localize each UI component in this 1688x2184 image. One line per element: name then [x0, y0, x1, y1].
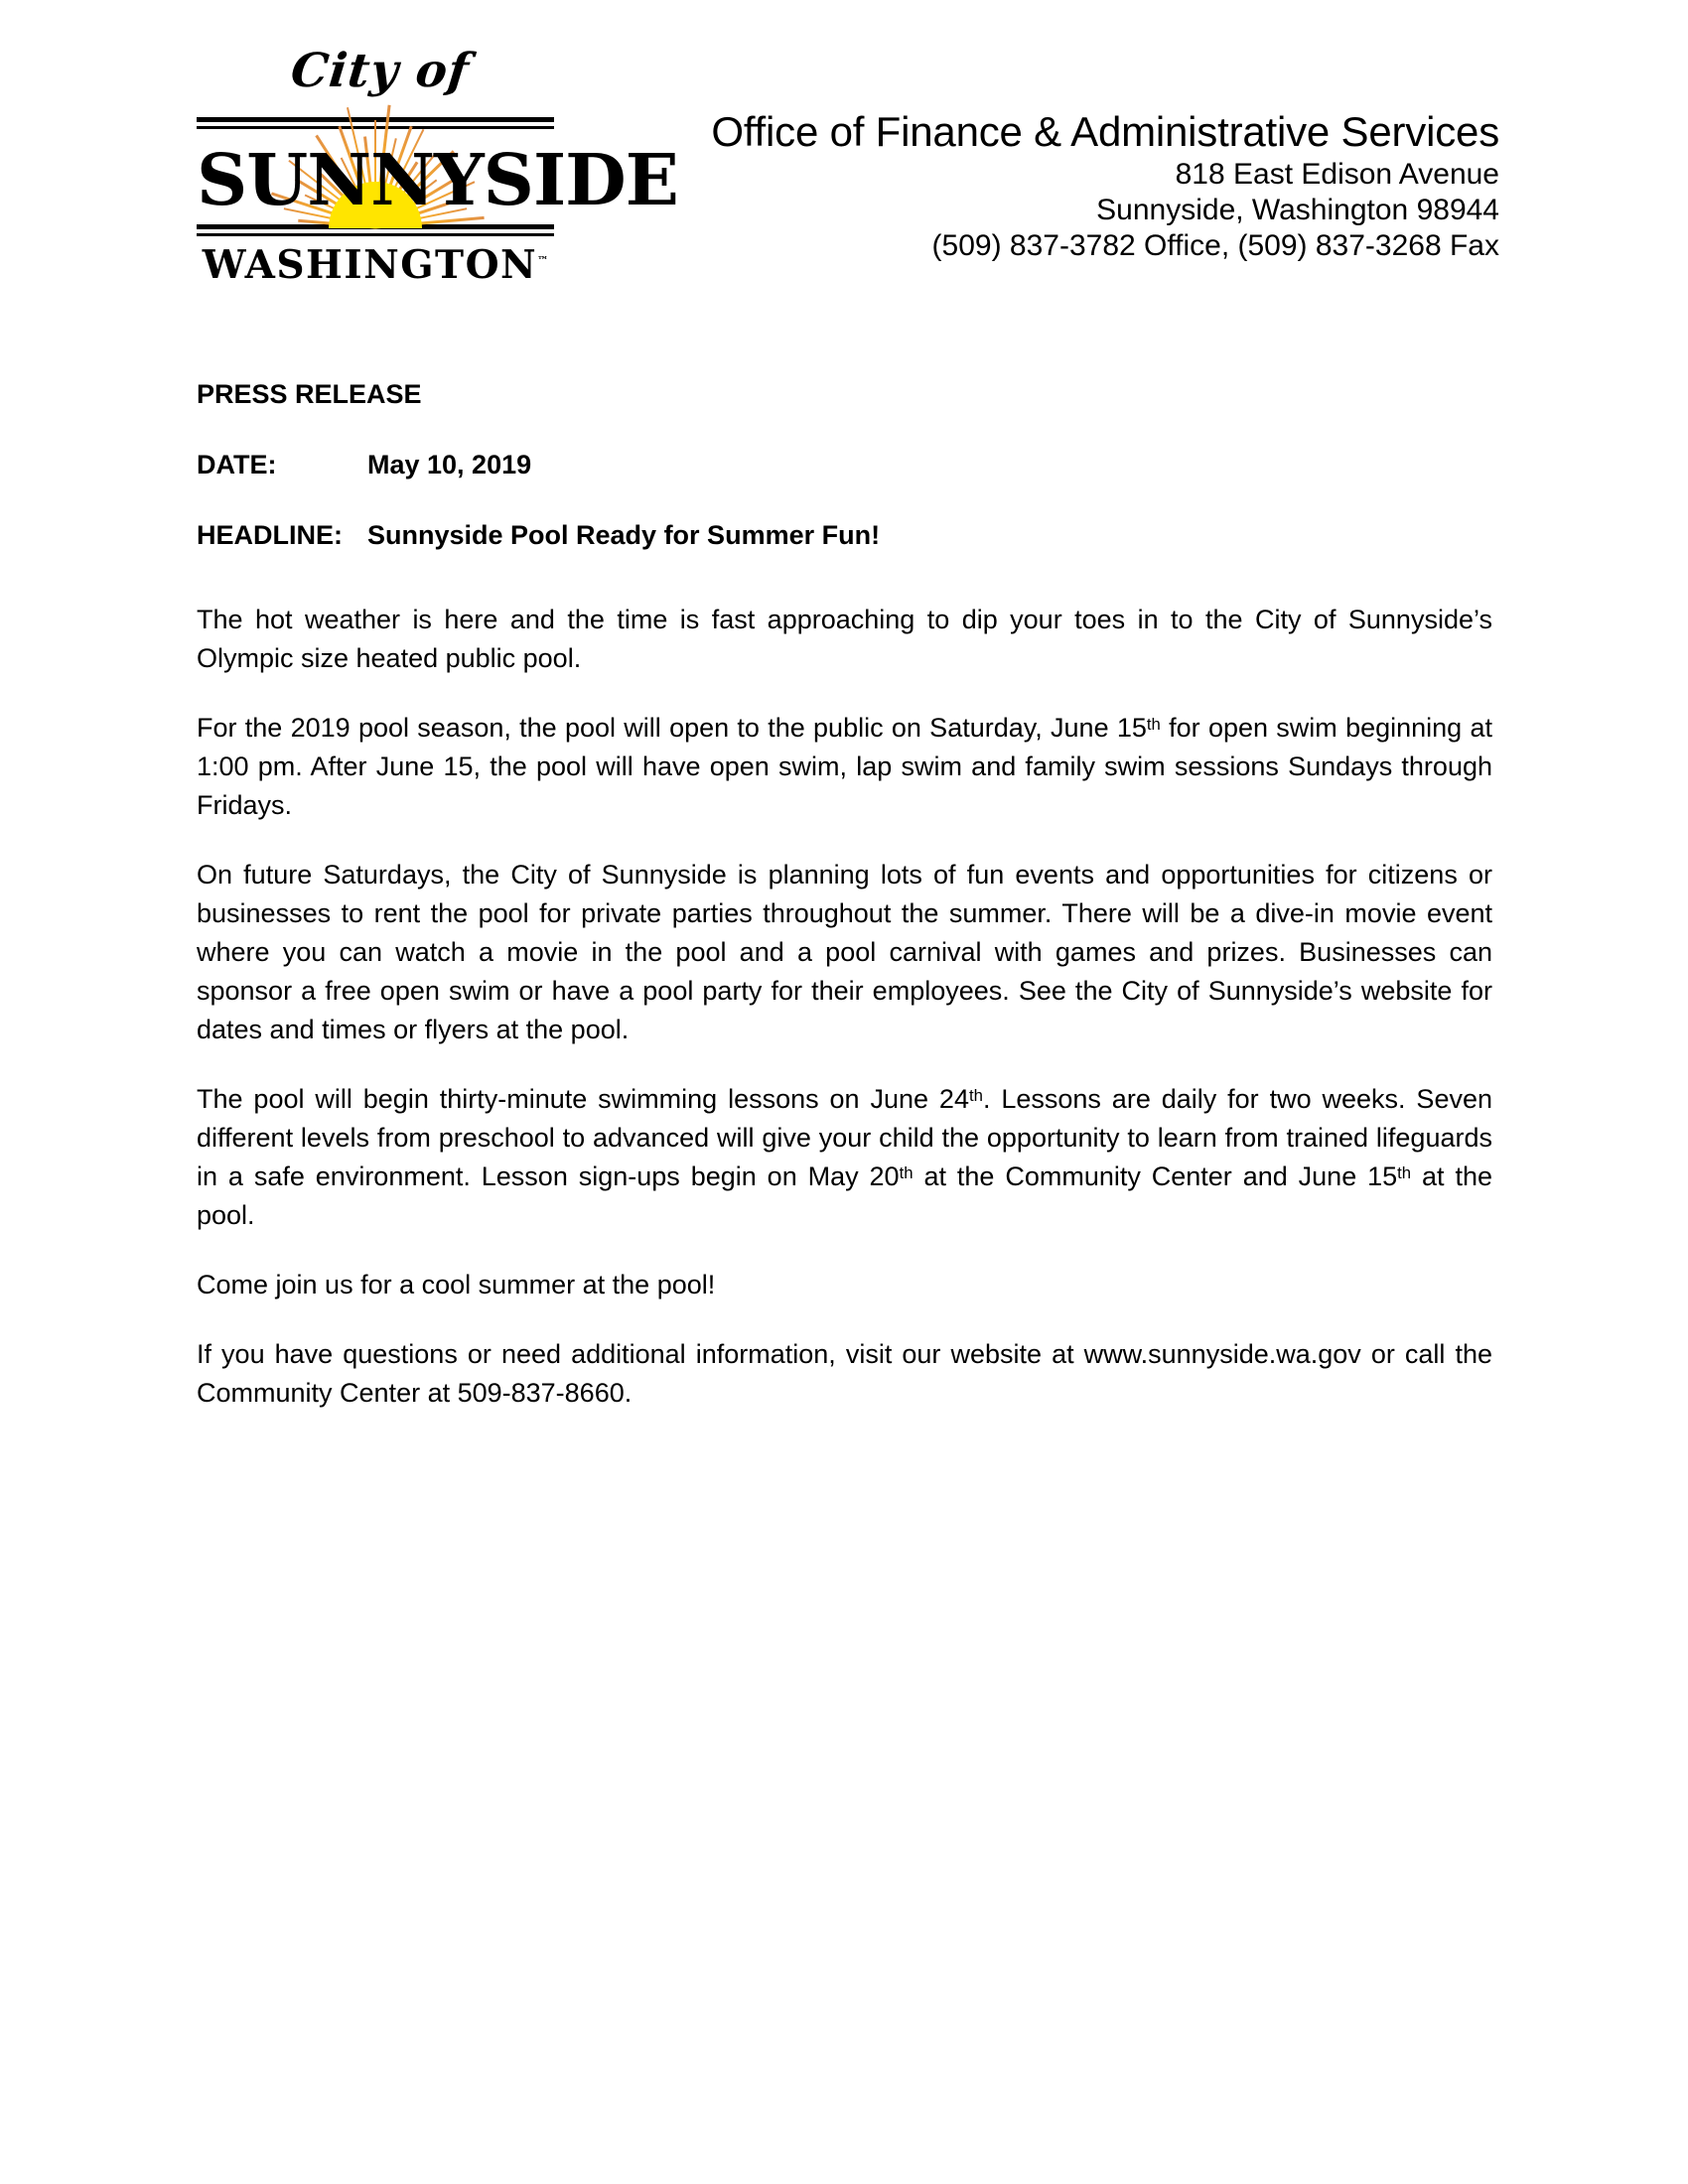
trademark-icon: ™ — [537, 254, 549, 267]
document-body — [197, 377, 1492, 1413]
ordinal-suffix: th — [1397, 1162, 1412, 1182]
paragraph-5: Come join us for a cool summer at the pool! — [197, 1270, 716, 1299]
paragraph-2: For the 2019 pool season, the pool will open to the public on Saturday, June 15th for open swim beginning at 1:00 pm. After June 15, the pool will have open swim, lap swim and family swim sessions Sundays through Fridays. — [197, 713, 1492, 820]
logo-washington-text — [197, 237, 554, 289]
press-release-label-text: PRESS RELEASE — [197, 379, 422, 409]
logo-city-of-script-text: City of — [288, 44, 473, 98]
office-phone-line: (509) 837-3782 Office, (509) 837-3268 Fax — [931, 229, 1499, 262]
ordinal-suffix: th — [1146, 714, 1161, 734]
logo-sunburst-area — [197, 132, 678, 227]
logo-sunnyside-text: SUNNYSIDE — [197, 138, 678, 221]
headline-label: HEADLINE: — [197, 520, 343, 550]
logo-washington-label: WASHINGTON — [202, 242, 538, 288]
headline-spacer — [197, 588, 1492, 601]
office-title: Office of Finance & Administrative Services — [711, 108, 1499, 155]
city-of-sunnyside-logo — [189, 40, 678, 288]
office-info-block — [596, 107, 1499, 264]
paragraph-6: If you have questions or need additional information, visit our website at www.sunnyside.wa.gov or call the Community Center at 509-837-8660. — [197, 1339, 1492, 1408]
paragraph-1: The hot weather is here and the time is fast approaching to dip your toes in to the City of Sunnyside’s Olympic size heated public pool. — [197, 605, 1492, 673]
date-row — [197, 448, 1492, 481]
headline-value: Sunnyside Pool Ready for Summer Fun! — [367, 520, 881, 550]
press-release-label — [197, 377, 1492, 411]
ordinal-suffix: th — [899, 1162, 914, 1182]
paragraph-3: On future Saturdays, the City of Sunnyside is planning lots of fun events and opportunities for citizens or businesses to rent the pool for private parties throughout the summer. There will be a dive-in movie event where you can watch a movie in the pool and a pool carnival with games and prizes. Businesses can sponsor a free open swim or have a pool party for their employees. See the City of Sunnyside’s website for dates and times or flyers at the pool. — [197, 860, 1492, 1044]
letterhead — [0, 0, 1688, 298]
paragraph-4: The pool will begin thirty-minute swimming lessons on June 24th. Lessons are daily for two weeks. Seven different levels from preschool to advanced will give your child the opportunity to learn from trained lifeguards in a safe environment. Lesson sign-ups begin on May 20th at the Community Center and June 15th at the pool. — [197, 1084, 1492, 1230]
date-label: DATE: — [197, 450, 277, 479]
logo-rule-thin-bottom — [197, 233, 554, 236]
ordinal-suffix: th — [968, 1085, 983, 1105]
date-value: May 10, 2019 — [367, 450, 532, 479]
office-address-line-1: 818 East Edison Avenue — [1175, 158, 1499, 191]
office-address-line-2: Sunnyside, Washington 98944 — [1096, 194, 1499, 226]
headline-row — [197, 518, 1492, 552]
